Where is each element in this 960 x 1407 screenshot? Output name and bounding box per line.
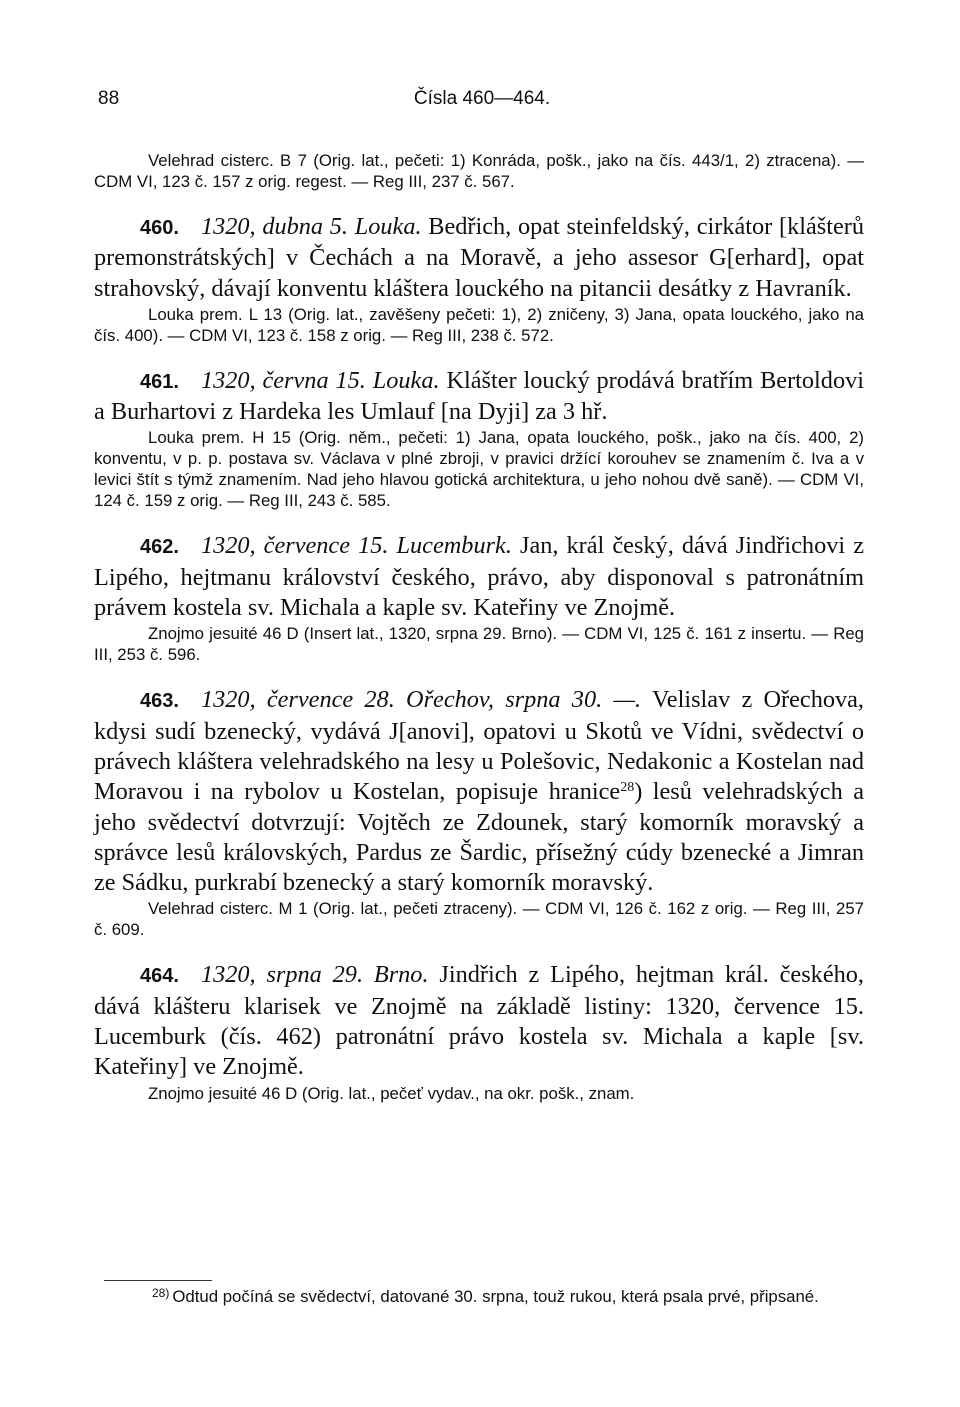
running-title: Čísla 460—464.	[413, 88, 551, 109]
entry-text: Jan, král český, dává Jindřichovi z Lipého, hejtmanu království českého, právo, aby disponoval s patronátním právem kostela sv. Michala a kaple sv. Kateřiny ve Znojmě.	[94, 532, 864, 622]
entry-number: 460.	[140, 217, 179, 239]
footnote-divider	[104, 1280, 212, 1281]
entry-date: 1320, července 15. Lucemburk.	[200, 532, 512, 560]
entry-464-regest	[94, 960, 864, 1082]
entry-text: Bedřich, opat steinfeldský, cirkátor [klášterů premonstrátských] v Čechách a na Moravě, a jeho assesor G[erhard], opat strahovský, dávají konventu kláštera louckého na pitancii desátky z Havraník.	[94, 213, 864, 302]
entry-text-part-b: ) lesů velehradských a jeho svědectví dotvrzují: Vojtěch ze Zdounek, starý komorník moravský a správce lesů královských, Pardus ze Šardic, přísežný cúdy bzenecké a Jimran ze Sádku, purkrabí bzenecký a starý komorník moravský.	[94, 778, 864, 897]
entry-number: 462.	[140, 536, 179, 559]
footnote	[94, 1286, 864, 1307]
footnote-reference: 28	[620, 780, 635, 796]
footnote-mark: 28)	[152, 1286, 170, 1300]
entry-number: 463.	[140, 690, 179, 713]
entry-number: 461.	[140, 370, 179, 393]
entry-461-regest	[94, 366, 864, 428]
entry-text: Klášter loucký prodává bratřím Bertoldovi a Burhartovi z Hardeka les Umlauf [na Dyji] za 3 hř.	[94, 366, 865, 426]
entry-460-source: Louka prem. L 13 (Orig. lat., zavěšeny pečeti: 1), 2) zničeny, 3) Jana, opata louckého, jako na čís. 400). — CDM VI, 123 č. 158 z orig. — Reg III, 238 č. 572.	[94, 304, 864, 345]
entry-461-source: Louka prem. H 15 (Orig. něm., pečeti: 1) Jana, opata louckého, pošk., jako na čís. 400, 2) konventu, v p. p. postava sv. Václava v plné zbroji, v pravici držící korouhev se znamením č. Iva a v levici štít s týmž znamením. Nad jeho hlavou gotická architektura, u jeho nohou dvě saně). — CDM VI, 124 č. 159 z orig. — Reg III, 243 č. 585.	[94, 428, 864, 511]
entry-462-source: Znojmo jesuité 46 D (Insert lat., 1320, srpna 29. Brno). — CDM VI, 125 č. 161 z insertu. — Reg III, 253 č. 596.	[94, 624, 864, 665]
prev-entry-source: Velehrad cisterc. B 7 (Orig. lat., pečeti: 1) Konráda, pošk., jako na čís. 443/1, 2) ztracena). — CDM VI, 123 č. 157 z orig. regest. — Reg III, 237 č. 567.	[94, 151, 864, 191]
page-number: 88	[98, 88, 120, 109]
entry-464-source: Znojmo jesuité 46 D (Orig. lat., pečeť vydav., na okr. pošk., znam.	[148, 1083, 635, 1103]
entry-number: 464.	[140, 965, 179, 988]
entry-text: Jindřich z Lipého, hejtman král. českého, dává klášteru klarisek ve Znojmě na základě listiny: 1320, července 15. Lucemburk (čís. 462) patronátní právo kostela sv. Michala a kaple [sv. Kateřiny] ve Znojmě.	[94, 961, 864, 1081]
entry-date: 1320, srpna 29. Brno.	[200, 961, 429, 989]
entry-date: 1320, července 28. Ořechov, srpna 30. —.	[200, 686, 642, 714]
entry-date: 1320, dubna 5. Louka.	[200, 213, 422, 240]
entry-463-regest	[94, 685, 864, 898]
page-header	[98, 88, 866, 118]
entry-460-regest	[94, 212, 864, 304]
entry-463-source: Velehrad cisterc. M 1 (Orig. lat., pečeti ztraceny). — CDM VI, 126 č. 162 z orig. — Reg III, 257 č. 609.	[94, 899, 864, 940]
entry-462-regest	[94, 531, 864, 623]
entry-date: 1320, června 15. Louka.	[200, 366, 440, 394]
main-text	[94, 150, 864, 1104]
footnote-text: Odtud počíná se svědectví, datované 30. srpna, touž rukou, která psala prvé, připsané.	[172, 1287, 819, 1306]
entry-text-part-a: Velislav z Ořechova, kdysi sudí bzenecký, vydává J[anovi], opatovi u Skotů ve Vídni, svědectví o právech kláštera velehradského na lesy u Polešovic, Nedakonic a Kostelan nad Moravou i na rybolov u Kostelan, popisuje hranice	[94, 686, 865, 806]
